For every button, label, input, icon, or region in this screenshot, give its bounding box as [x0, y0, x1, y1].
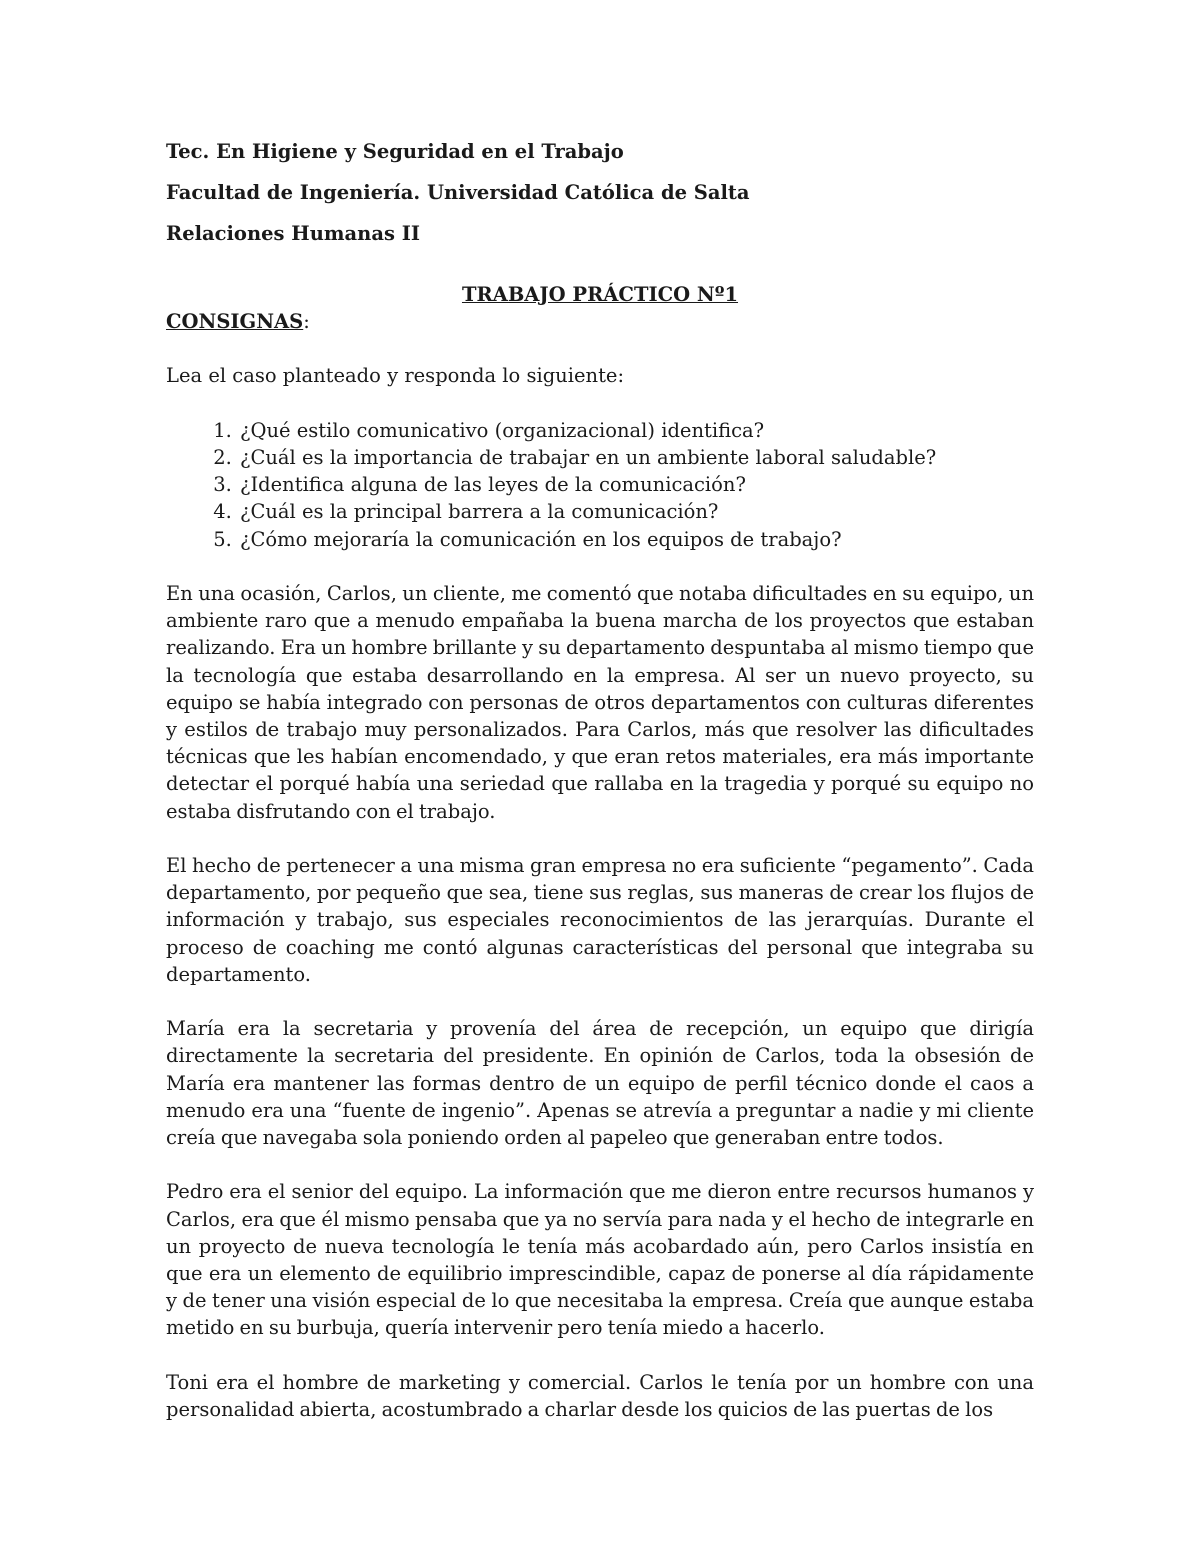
- case-paragraph: El hecho de pertenecer a una misma gran empresa no era suficiente “pegamento”. Cada departamento, por pequeño que sea, tiene sus reglas, sus maneras de crear los flujos de información y trabajo, sus especiales reconocimientos de las jerarquías. Durante el proceso de coaching me contó algunas características del personal que integraba su departamento.: [166, 854, 1034, 986]
- program-name: Tec. En Higiene y Seguridad en el Trabajo: [166, 140, 624, 163]
- consignas-heading: [166, 308, 1034, 335]
- question-item: 3. ¿Identifica alguna de las leyes de la comunicación?: [238, 471, 1034, 498]
- question-item: 1. ¿Qué estilo comunicativo (organizacional) identifica?: [238, 417, 1034, 444]
- course-name: Relaciones Humanas II: [166, 221, 420, 245]
- case-paragraph: Toni era el hombre de marketing y comercial. Carlos le tenía por un hombre con una personalidad abierta, acostumbrado a charlar desde los quicios de las puertas de los: [166, 1370, 1034, 1422]
- question-item: 4. ¿Cuál es la principal barrera a la comunicación?: [238, 498, 1034, 525]
- faculty-university: Facultad de Ingeniería. Universidad Católica de Salta: [166, 180, 750, 204]
- document-page: [166, 138, 1034, 1450]
- document-title: TRABAJO PRÁCTICO Nº1: [461, 282, 739, 306]
- case-paragraph: María era la secretaria y provenía del área de recepción, un equipo que dirigía directamente la secretaria del presidente. En opinión de Carlos, toda la obsesión de María era mantener las formas dentro de un equipo de perfil técnico donde el caos a menudo era una “fuente de ingenio”. Apenas se atrevía a preguntar a nadie y mi cliente creía que navegaba sola poniendo orden al papeleo que generaban entre todos.: [166, 1017, 1034, 1150]
- consignas-label: CONSIGNAS: [166, 310, 304, 333]
- question-item: 2. ¿Cuál es la importancia de trabajar en un ambiente laboral saludable?: [238, 444, 1034, 471]
- case-paragraph: Pedro era el senior del equipo. La información que me dieron entre recursos humanos y Carlos, era que él mismo pensaba que ya no servía para nada y el hecho de integrarle en un proyecto de nueva tecnología le tenía más acobardado aún, pero Carlos insistía en que era un elemento de equilibrio imprescindible, capaz de ponerse al día rápidamente y de tener una visión especial de lo que necesitaba la empresa. Creía que aunque estaba metido en su burbuja, quería intervenir pero tenía miedo a hacerlo.: [166, 1180, 1034, 1340]
- case-paragraph: En una ocasión, Carlos, un cliente, me comentó que notaba dificultades en su equipo, un ambiente raro que a menudo empañaba la buena marcha de los proyectos que estaban realizando. Era un hombre brillante y su departamento despuntaba al mismo tiempo que la tecnología que estaba desarrollando en la empresa. Al ser un nuevo proyecto, su equipo se había integrado con personas de otros departamentos con culturas diferentes y estilos de trabajo muy personalizados. Para Carlos, más que resolver las dificultades técnicas que les habían encomendado, y que eran retos materiales, era más importante detectar el porqué había una seriedad que rallaba en la tragedia y porqué su equipo no estaba disfrutando con el trabajo.: [166, 581, 1034, 823]
- instructions-intro: Lea el caso planteado y responda lo siguiente:: [166, 364, 625, 388]
- question-item: 5. ¿Cómo mejoraría la comunicación en los equipos de trabajo?: [238, 526, 1034, 553]
- consignas-colon: :: [303, 310, 310, 333]
- question-list: [166, 417, 1034, 553]
